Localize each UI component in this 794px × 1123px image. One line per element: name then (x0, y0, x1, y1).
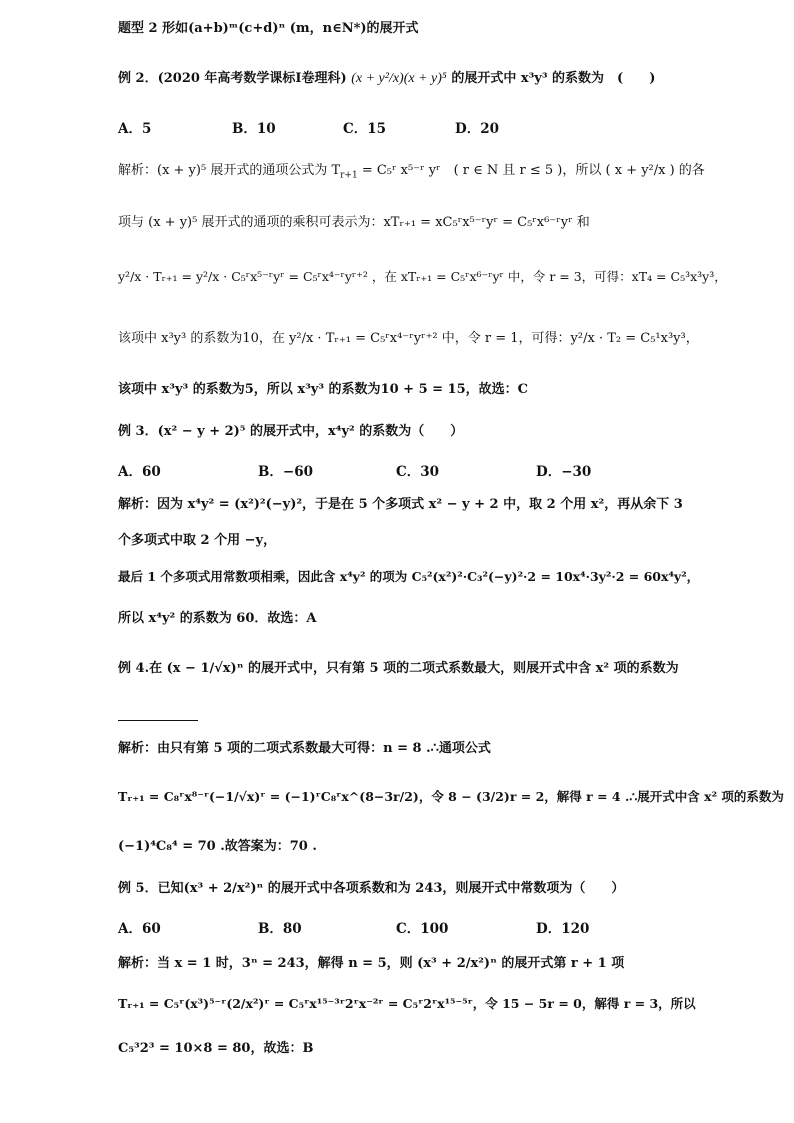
example-2-solution-line-1: 解析：(x + y)⁵ 展开式的通项公式为 $T_{r+1}$ = C₅ʳ x⁵⁻ʳ yʳ ( r ∈ N 且 r ≤ 5 )，所以 ( x + y²/x ) 的各 (118, 163, 705, 181)
example-2-solution-line-5: 该项中 x³y³ 的系数为5，所以 x³y³ 的系数为10 + 5 = 15，故选：C (118, 382, 528, 397)
example-4-solution-line-1: 解析：由只有第 5 项的二项式系数最大可得：n = 8 .∴通项公式 (118, 741, 491, 756)
example-3-solution-line-3: 最后 1 个多项式用常数项相乘，因此含 x⁴y² 的项为 C₅²(x²)²·C₃²(−y)²·2 = 10x⁴·3y²·2 = 60x⁴y²， (118, 569, 700, 584)
example-3-solution-line-2: 个多项式中取 2 个用 −y， (118, 533, 277, 548)
example-2-solution-line-3: y²/x · Tᵣ₊₁ = y²/x · C₅ʳx⁵⁻ʳyʳ = C₅ʳx⁴⁻ʳyʳ⁺² ，在 xTᵣ₊₁ = C₅ʳx⁶⁻ʳyʳ 中，令 r = 3，可得：xT₄ = C₅³x³y³， (118, 269, 727, 284)
example-3-solution-line-1: 解析：因为 x⁴y² = (x²)²(−y)²，于是在 5 个多项式 x² − y + 2 中，取 2 个用 x²，再从余下 3 (118, 497, 683, 512)
example-3-choice-a: A．60 (118, 464, 161, 480)
section-heading: 题型 2 形如(a+b)ᵐ(c+d)ⁿ (m，n∈N*)的展开式 (118, 21, 419, 36)
example-2-tail: 的展开式中 x³y³ 的系数为 ( ) (451, 71, 656, 86)
example-2-choice-b: B．10 (232, 121, 276, 137)
example-2-choice-d: D．20 (455, 121, 499, 137)
example-2-solution-line-4: 该项中 x³y³ 的系数为10，在 y²/x · Tᵣ₊₁ = C₅ʳx⁴⁻ʳyʳ⁺² 中，令 r = 1，可得：y²/x · T₂ = C₅¹x³y³， (118, 331, 699, 346)
example-4-solution-line-2: Tᵣ₊₁ = C₈ʳx⁸⁻ʳ(−1/√x)ʳ = (−1)ʳC₈ʳx^(8−3r/2)，令 8 − (3/2)r = 2，解得 r = 4 .∴展开式中含 x² 项的系数为 (118, 789, 784, 804)
example-3-choice-d: D．−30 (536, 464, 592, 480)
example-2-expression: (x + y²/x)(x + y)⁵ (351, 71, 447, 86)
example-2-label: 例 2．(2020 年高考数学课标Ⅰ卷理科) (118, 71, 347, 86)
example-4-solution-line-3: (−1)⁴C₈⁴ = 70 .故答案为：70 . (118, 839, 317, 854)
example-3-solution-line-4: 所以 x⁴y² 的系数为 60．故选：A (118, 611, 317, 626)
example-4-question: 例 4.在 (x − 1/√x)ⁿ 的展开式中，只有第 5 项的二项式系数最大，则展开式中含 x² 项的系数为 (118, 661, 679, 676)
example-2-choice-a: A．5 (118, 121, 152, 137)
example-5-choice-b: B．80 (258, 921, 302, 937)
example-5-choice-c: C．100 (396, 921, 449, 937)
answer-blank (118, 720, 198, 721)
example-5-choice-a: A．60 (118, 921, 161, 937)
example-5-solution-line-3: C₅³2³ = 10×8 = 80，故选：B (118, 1041, 314, 1056)
example-3-choice-c: C．30 (396, 464, 440, 480)
example-5-choice-d: D．120 (536, 921, 590, 937)
example-3-question: 例 3．(x² − y + 2)⁵ 的展开式中，x⁴y² 的系数为（ ） (118, 424, 464, 439)
example-3-choice-b: B．−60 (258, 464, 314, 480)
example-2-solution-line-2: 项与 (x + y)⁵ 展开式的通项的乘积可表示为：xTᵣ₊₁ = xC₅ʳx⁵⁻ʳyʳ = C₅ʳx⁶⁻ʳyʳ 和 (118, 215, 590, 230)
example-5-question: 例 5．已知(x³ + 2/x²)ⁿ 的展开式中各项系数和为 243，则展开式中常数项为（ ） (118, 881, 625, 896)
example-5-solution-line-2: Tᵣ₊₁ = C₅ʳ(x³)⁵⁻ʳ(2/x²)ʳ = C₅ʳx¹⁵⁻³ʳ2ʳx⁻²ʳ = C₅ʳ2ʳx¹⁵⁻⁵ʳ，令 15 − 5r = 0，解得 r = 3，所以 (118, 996, 696, 1011)
example-2-choice-c: C．15 (343, 121, 387, 137)
example-5-solution-line-1: 解析：当 x = 1 时，3ⁿ = 243，解得 n = 5，则 (x³ + 2/x²)ⁿ 的展开式第 r + 1 项 (118, 956, 625, 971)
example-2-question (118, 70, 734, 88)
